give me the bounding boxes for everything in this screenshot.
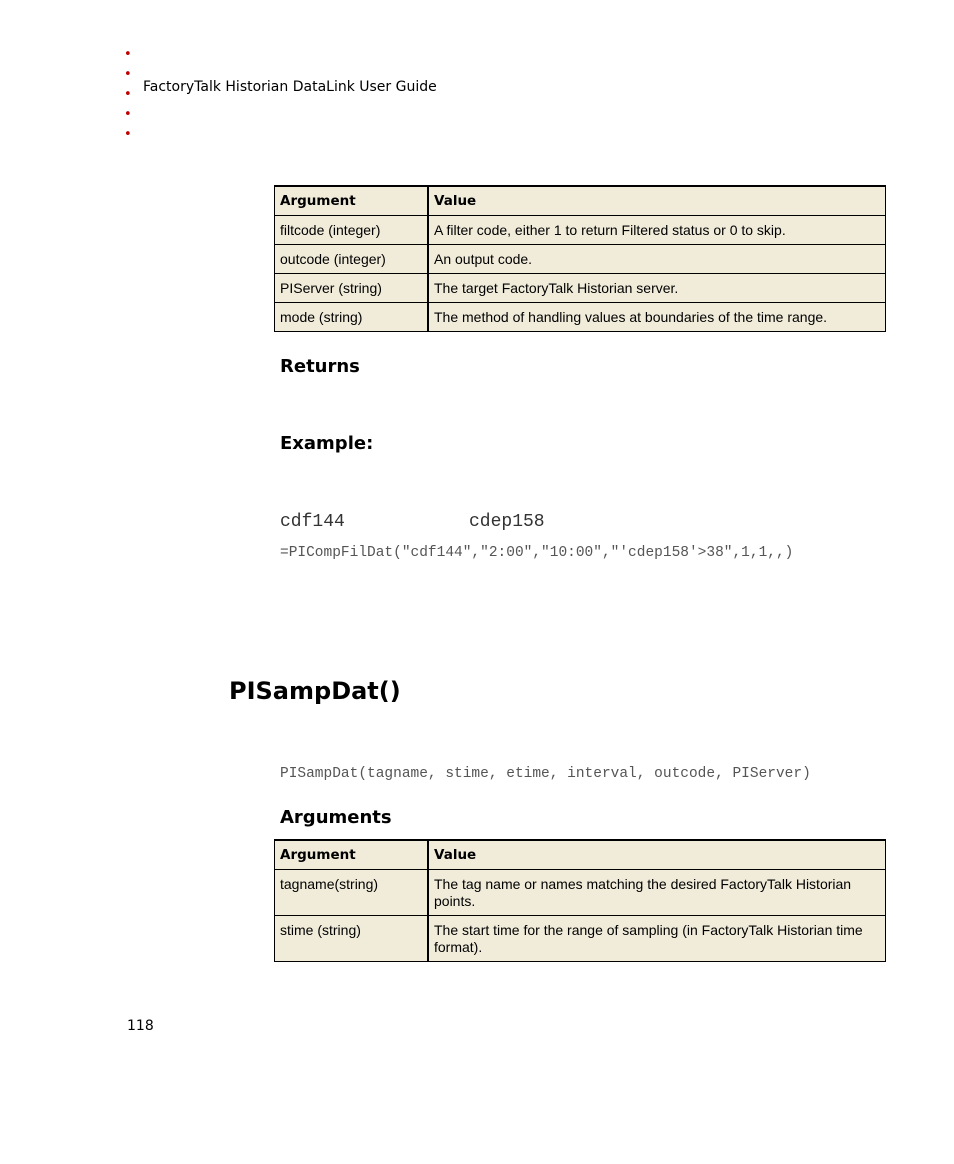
table-row	[275, 916, 886, 962]
arguments-table-1	[274, 185, 886, 332]
function-title: PISampDat()	[229, 677, 401, 705]
example-heading: Example:	[280, 433, 374, 454]
bullet-icon: •	[124, 67, 132, 82]
table-header-row	[275, 186, 886, 216]
page-number: 118	[127, 1018, 154, 1034]
argument-cell: filtcode (integer)	[275, 216, 429, 245]
table-header-row	[275, 840, 886, 870]
arguments-heading: Arguments	[280, 807, 392, 828]
bullet-icon: •	[124, 47, 132, 62]
header-value: Value	[428, 840, 886, 870]
header-value: Value	[428, 186, 886, 216]
document-title: FactoryTalk Historian DataLink User Guide	[143, 79, 437, 95]
header-argument: Argument	[275, 186, 429, 216]
example-tag-2: cdep158	[469, 512, 545, 532]
function-syntax: PISampDat(tagname, stime, etime, interval, outcode, PIServer)	[280, 766, 811, 782]
arguments-table-2	[274, 839, 886, 962]
value-cell: The method of handling values at boundaries of the time range.	[428, 303, 886, 332]
example-tag-1: cdf144	[280, 512, 345, 532]
bullet-icon: •	[124, 127, 132, 142]
value-cell: An output code.	[428, 245, 886, 274]
value-cell: The target FactoryTalk Historian server.	[428, 274, 886, 303]
returns-heading: Returns	[280, 356, 360, 377]
example-formula: =PICompFilDat("cdf144","2:00","10:00","'cdep158'>38",1,1,,)	[280, 545, 794, 561]
table-row	[275, 274, 886, 303]
argument-cell: outcode (integer)	[275, 245, 429, 274]
value-cell: The start time for the range of sampling (in FactoryTalk Historian time format).	[428, 916, 886, 962]
bullet-icon: •	[124, 87, 132, 102]
argument-cell: mode (string)	[275, 303, 429, 332]
bullet-icon: •	[124, 107, 132, 122]
table-row	[275, 870, 886, 916]
argument-cell: stime (string)	[275, 916, 429, 962]
value-cell: The tag name or names matching the desired FactoryTalk Historian points.	[428, 870, 886, 916]
table-row	[275, 303, 886, 332]
table-row	[275, 245, 886, 274]
value-cell: A filter code, either 1 to return Filtered status or 0 to skip.	[428, 216, 886, 245]
header-argument: Argument	[275, 840, 429, 870]
argument-cell: tagname(string)	[275, 870, 429, 916]
table-row	[275, 216, 886, 245]
argument-cell: PIServer (string)	[275, 274, 429, 303]
